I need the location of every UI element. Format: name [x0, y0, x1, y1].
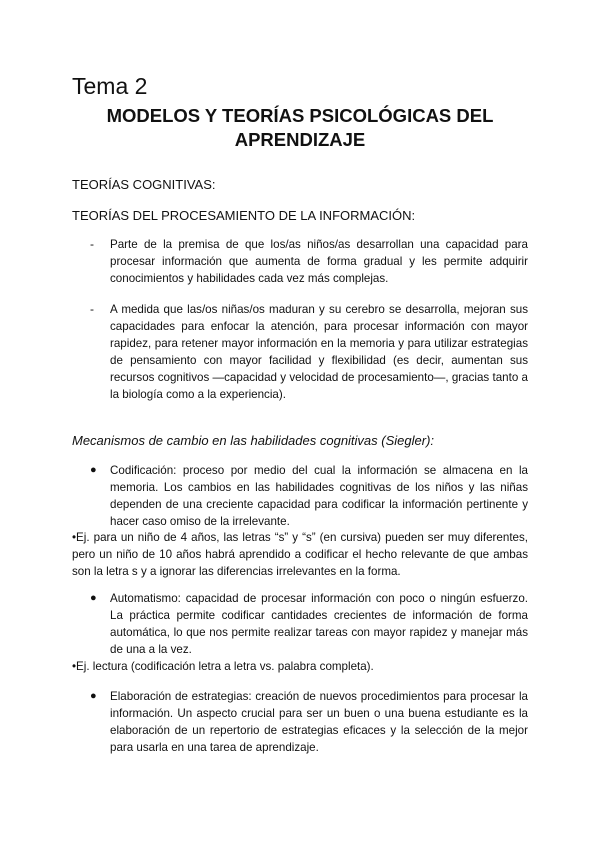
document-title — [72, 104, 528, 152]
list-item — [90, 236, 528, 287]
list-item-text: Codificación: proceso por medio del cual la información se almacena en la memoria. Los cambios en las habilidades cognitivas de los niños y las niñas dependen de una creciente capacidad para codificar la información pertinente y hacer caso omiso de la irrelevante. — [110, 464, 528, 528]
list-item — [90, 462, 528, 530]
heading-information-processing: TEORÍAS DEL PROCESAMIENTO DE LA INFORMACIÓN: — [72, 208, 416, 223]
bullet-marker: ● — [90, 592, 97, 604]
bullet-marker: ● — [90, 464, 97, 476]
list-item — [90, 688, 528, 756]
heading-cognitive-theories: TEORÍAS COGNITIVAS: — [72, 177, 216, 192]
list-item — [90, 301, 528, 403]
mechanisms-heading: Mecanismos de cambio en las habilidades cognitivas (Siegler): — [72, 433, 435, 448]
bullet-marker: ● — [90, 690, 97, 702]
list-item-text: Automatismo: capacidad de procesar información con poco o ningún esfuerzo. La práctica permite codificar cantidades crecientes de información de forma automática, lo que nos permite realizar tareas con mayor rapidez y manejar más de una a la vez. — [110, 592, 528, 656]
list-item — [90, 590, 528, 658]
list-item-text: Parte de la premisa de que los/as niños/as desarrollan una capacidad para procesar información que aumenta de forma gradual y les permite adquirir conocimientos y habilidades cada vez más complejas. — [110, 238, 528, 285]
list-item-text: Elaboración de estrategias: creación de nuevos procedimientos para procesar la información. Un aspecto crucial para ser un buen o una buena estudiante es la elaboración de un repertorio de estrategias eficaces y la selección de la mejor para usarla en una tarea de aprendizaje. — [110, 690, 528, 754]
title-line-2: APRENDIZAJE — [234, 129, 366, 150]
dash-marker: - — [90, 302, 94, 316]
list-item-text: A medida que las/os niñas/os maduran y su cerebro se desarrolla, mejoran sus capacidades para enfocar la atención, para procesar información con mayor rapidez, para retener mayor información en la memoria y para utilizar estrategias de pensamiento con mayor facilidad y flexibilidad (es decir, aumentan sus recursos cognitivos —capacidad y velocidad de procesamiento—, gracias tanto a la biología como a la experiencia). — [110, 303, 528, 401]
example-paragraph: •Ej. para un niño de 4 años, las letras “s” y “s” (en cursiva) pueden ser muy diferentes, pero un niño de 10 años habrá aprendido a codificar el hecho relevante de que ambas son la letra s y a ignorar las diferencias irrelevantes en la forma. — [72, 531, 528, 578]
title-line-1: MODELOS Y TEORÍAS PSICOLÓGICAS DEL — [106, 105, 494, 126]
dash-marker: - — [90, 237, 94, 251]
example-paragraph: •Ej. lectura (codificación letra a letra vs. palabra completa). — [72, 660, 374, 673]
tema-label: Tema 2 — [72, 73, 148, 99]
